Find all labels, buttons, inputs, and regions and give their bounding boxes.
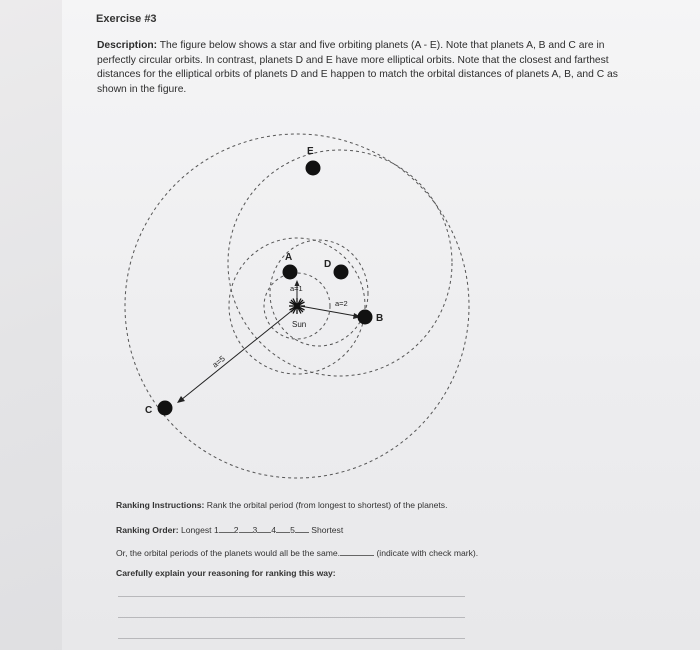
same-period-row [116,546,478,558]
exercise-title: Exercise #3 [96,13,157,25]
rank-2-label: 2 [233,525,239,535]
rank-4-label: 4 [271,525,277,535]
rank-5-label: 5 [290,525,295,535]
rank-3-label: 3 [252,525,258,535]
planet-a [283,265,298,280]
ranking-order-label: Ranking Order: [116,525,179,535]
ranking-instructions-label: Ranking Instructions: [116,500,205,510]
answer-line-3[interactable] [118,638,465,639]
planet-c-label: C [145,405,153,416]
rank-1-label: 1 [213,525,219,535]
planet-e [306,161,321,176]
distance-a-label: a=1 [290,284,303,293]
planet-e-label: E [307,146,314,157]
rank-blank-5[interactable] [295,523,309,533]
description-label: Description: [97,40,158,51]
rank-blank-3[interactable] [257,523,271,533]
sun-core [294,303,300,309]
description-text: The figure below shows a star and five orbiting planets (A - E). Note that planets A, B and C are in perfectly circular orbits. In contrast, planets D and E have more elliptical orbits. Note that the closest and farthest distances for the elliptical orbits of planets D and E happen to match the orbital distances of planets A, B, and C as shown in the figure. [97,40,618,95]
planet-c [158,401,173,416]
shortest-label: Shortest [311,525,344,535]
ranking-order-row [116,523,343,535]
planet-b [358,310,373,325]
explain-prompt: Carefully explain your reasoning for ranking this way: [116,568,336,578]
answer-line-2[interactable] [118,617,465,618]
same-period-checkmark-blank[interactable] [340,546,374,556]
planet-d [334,265,349,280]
explain-prompt-row [116,568,336,578]
distance-c-label: a=5 [210,354,227,370]
rank-blank-2[interactable] [239,523,253,533]
same-period-text: Or, the orbital periods of the planets would all be the same. [116,548,341,558]
ranking-instructions-text: Rank the orbital period (from longest to shortest) of the planets. [206,500,448,510]
planet-b-label: B [376,313,384,324]
longest-label: Longest [180,525,212,535]
distance-b-label: a=2 [335,299,348,308]
planet-d-label: D [324,259,332,270]
arrow-c [181,309,294,400]
check-mark-note: (indicate with check mark). [376,548,479,558]
rank-blank-4[interactable] [276,523,290,533]
arrow-c-head [177,396,185,403]
ranking-instructions [116,500,448,510]
planet-a-label: A [285,252,293,263]
answer-line-1[interactable] [118,596,465,597]
rank-blank-1[interactable] [219,523,234,533]
sun-label: Sun [292,320,307,329]
